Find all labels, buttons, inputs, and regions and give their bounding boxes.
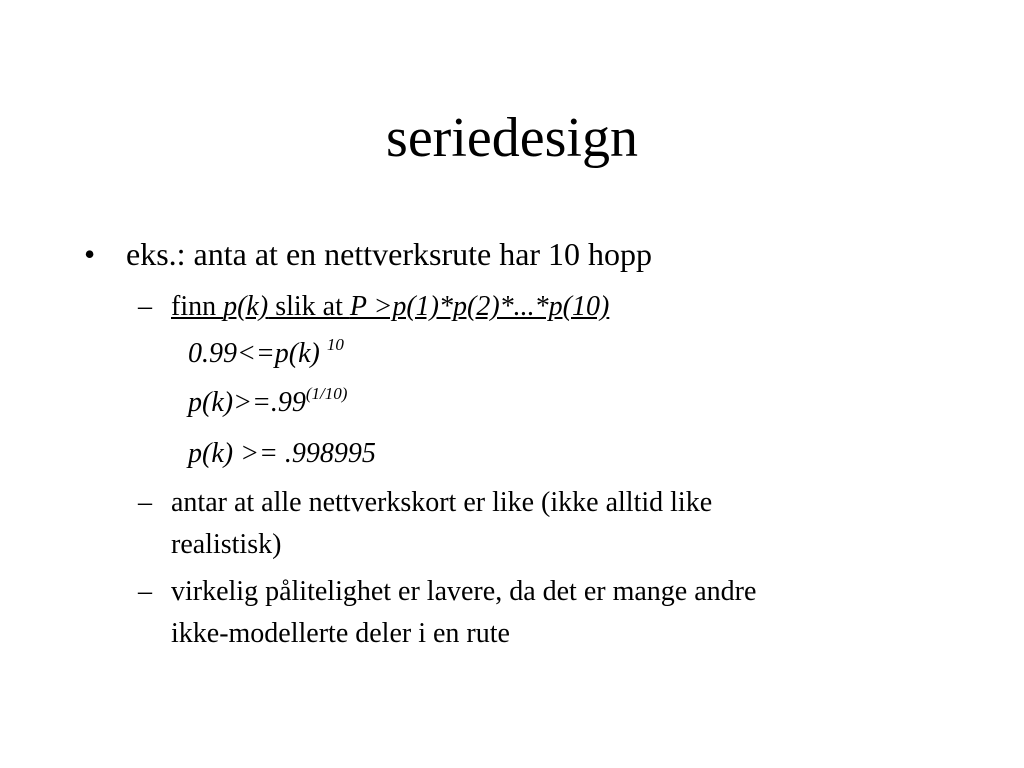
- sub-item-cards-line-1: antar at alle nettverkskort er like (ikke alltid like: [171, 487, 713, 518]
- formula-1-base: 0.99<=p(k): [188, 338, 327, 369]
- sub-item-find-text: [171, 285, 609, 329]
- formula-2-base: p(k)>=.99: [188, 387, 306, 418]
- sub-item-cards-line-2: realistisk): [171, 529, 282, 560]
- formula-line-1: [188, 336, 344, 372]
- pk-expression: p(k): [223, 291, 269, 322]
- dash-marker: –: [138, 487, 152, 518]
- product-expression: P >p(1)*p(2)*...*p(10): [349, 291, 610, 322]
- such-that-text: slik at: [268, 291, 350, 322]
- formula-3-base: p(k) >= .998995: [188, 438, 376, 469]
- dash-marker: –: [138, 291, 152, 322]
- dash-marker: –: [138, 576, 152, 607]
- formula-line-2: [188, 385, 347, 421]
- slide-title: seriedesign: [386, 107, 638, 169]
- formula-2-exponent: (1/10): [305, 384, 348, 403]
- formula-1-exponent: 10: [326, 335, 344, 354]
- find-word: finn: [171, 291, 224, 322]
- bullet-marker: •: [84, 236, 96, 272]
- bullet-text: eks.: anta at en nettverksrute har 10 hopp: [126, 236, 653, 272]
- sub-item-reliability-line-1: virkelig pålitelighet er lavere, da det er mange andre: [171, 576, 757, 607]
- formula-line-3: [188, 436, 376, 472]
- sub-item-reliability-line-2: ikke-modellerte deler i en rute: [171, 618, 510, 649]
